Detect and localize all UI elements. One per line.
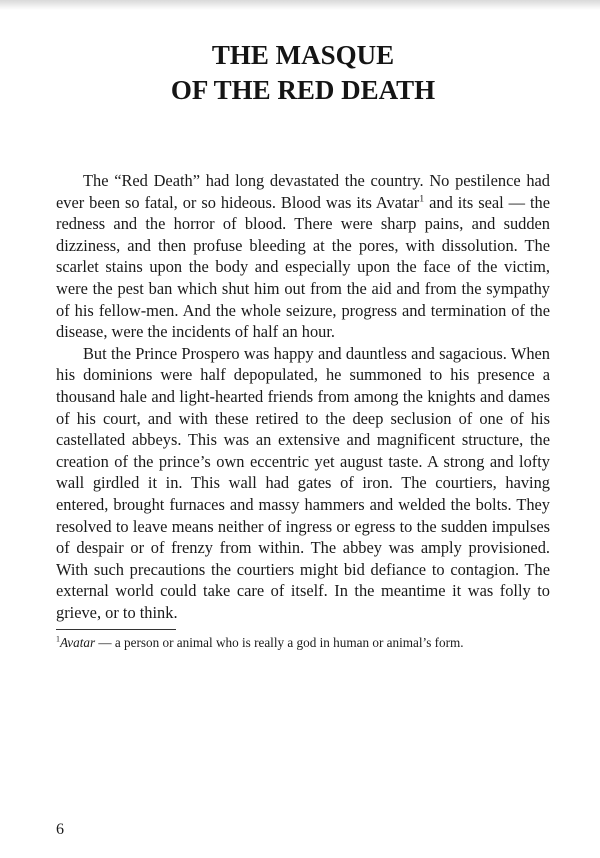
paragraph-2: But the Prince Prospero was happy and dauntless and sagacious. When his dominions were half depopulated, he summoned to his presence a thousand hale and light-hearted friends from among the knights and dames of his court, and with these retired to the deep seclusion of one of his castellated abbeys. This was an extensive and magnificent structure, the creation of the prince’s own eccentric yet august taste. A strong and lofty wall girdled it in. This wall had gates of iron. The courtiers, having entered, brought furnaces and massy hammers and welded the bolts. They resolved to leave means neither of ingress or egress to the sudden impulses of despair or of frenzy from within. The abbey was amply provisioned. With such precautions the courtiers might bid defiance to contagion. The external world could take care of itself. In the meantime it was folly to grieve, or to think. — [56, 343, 550, 622]
footnote-divider — [56, 629, 176, 630]
footnote — [56, 634, 550, 652]
chapter-title-line-1: THE MASQUE — [211, 40, 395, 70]
footnote-definition: — a person or animal who is really a god in human or animal’s form. — [95, 635, 464, 651]
body-text — [56, 170, 550, 623]
footnote-term: Avatar — [59, 635, 96, 651]
paragraph-1-text-start: The “Red Death” had long devastated the country. No pestilence had ever been so fatal, or so hideous. Blood was its Avatar — [56, 171, 550, 212]
chapter-title-line-2: OF THE RED DEATH — [170, 75, 436, 105]
paragraph-1-text-end: and its seal — the redness and the horror of blood. There were sharp pains, and sudden dizziness, and then profuse bleeding at the pores, with dissolution. The scarlet stains upon the body and especially upon the face of the victim, were the pest ban which shut him out from the aid and from the sympathy of his fellow-men. And the whole seizure, progress and termination of the disease, were the incidents of half an hour. — [56, 192, 550, 342]
footnote-marker: 1 — [56, 635, 60, 645]
footnote-reference-marker: 1 — [419, 193, 425, 205]
chapter-title — [56, 38, 550, 108]
book-page — [56, 28, 550, 652]
paragraph-1 — [56, 170, 550, 343]
page-top-shadow — [0, 0, 600, 10]
page-number: 6 — [56, 821, 64, 838]
